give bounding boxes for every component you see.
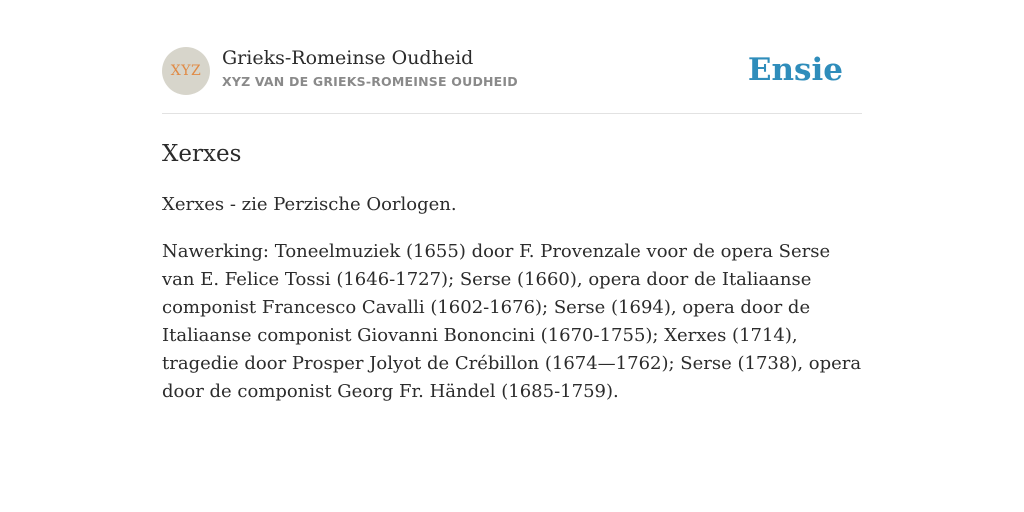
article-title: Xerxes: [162, 141, 242, 167]
article-paragraph: Nawerking: Toneelmuziek (1655) door F. Provenzale voor de opera Serse van E. Felice Tossi (1646-1727); Serse (1660), opera door de Italiaanse componist Francesco Cavalli (1602-1676); Serse (1694), opera door de Italiaanse componist Giovanni Bononcini (1670-1755); Xerxes (1714), tragedie door Prosper Jolyot de Crébillon (1674—1762); Serse (1738), opera door de componist Georg Fr. Händel (1685-1759).: [162, 241, 862, 402]
site-subtitle: XYZ VAN DE GRIEKS-ROMEINSE OUDHEID: [222, 74, 518, 89]
avatar[interactable]: [162, 47, 210, 95]
header: [162, 0, 862, 114]
avatar-text: XYZ: [170, 63, 202, 79]
article-paragraph: Xerxes - zie Perzische Oorlogen.: [162, 194, 457, 215]
header-titles: [222, 45, 518, 92]
page-container: [162, 0, 862, 406]
brand-logo[interactable]: Ensie: [747, 52, 843, 88]
site-title[interactable]: Grieks-Romeinse Oudheid: [222, 47, 474, 69]
